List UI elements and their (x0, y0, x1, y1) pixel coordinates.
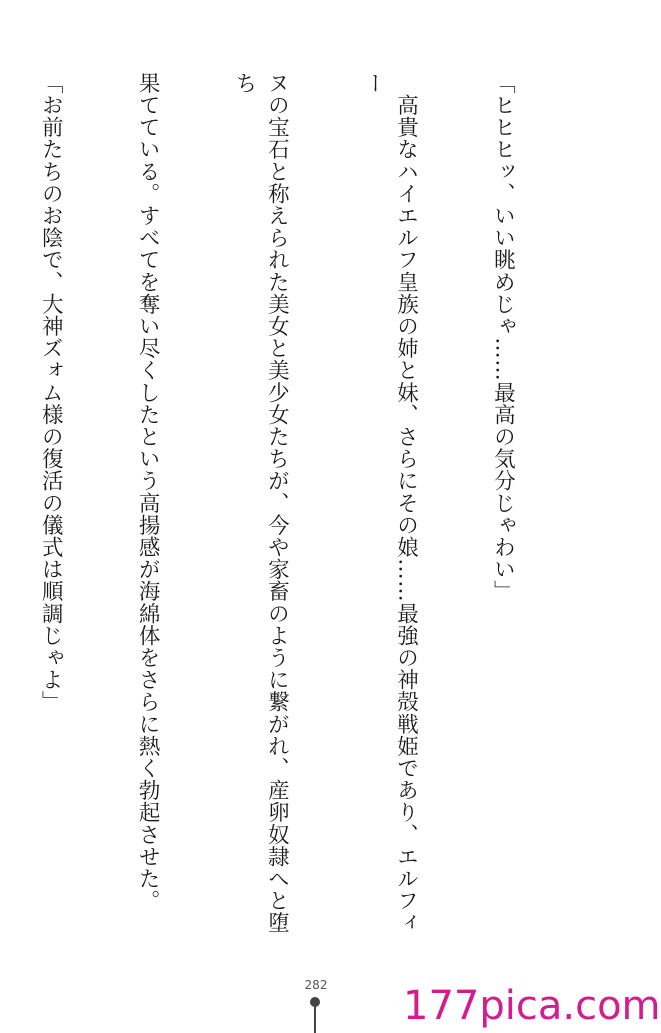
novel-text-column-block (38, 72, 583, 952)
text-line: ヌの宝石と称えられた美女と美少女たちが、今や家畜のように繋がれ、産卵奴隷へと堕ち (232, 72, 290, 934)
text-line: 高貴なハイエルフ皇族の姉と妹、さらにその娘……最強の神殻戦姫であり、エルフィー (361, 72, 419, 934)
page-number: 282 (304, 978, 328, 992)
text-line: 「ヒヒヒッ、いい眺めじゃ……最高の気分じゃわい」 (490, 72, 516, 603)
text-line: 「お前たちのお陰で、大神ズォム様の復活の儀式は順調じゃよ」 (38, 72, 64, 713)
text-line: 果てている。すべてを奪い尽くしたという高揚感が海綿体をさらに熱く勃起させた。 (135, 72, 161, 912)
watermark-text: 177pica.com (403, 983, 661, 1029)
page-marker-stem (314, 1006, 316, 1033)
